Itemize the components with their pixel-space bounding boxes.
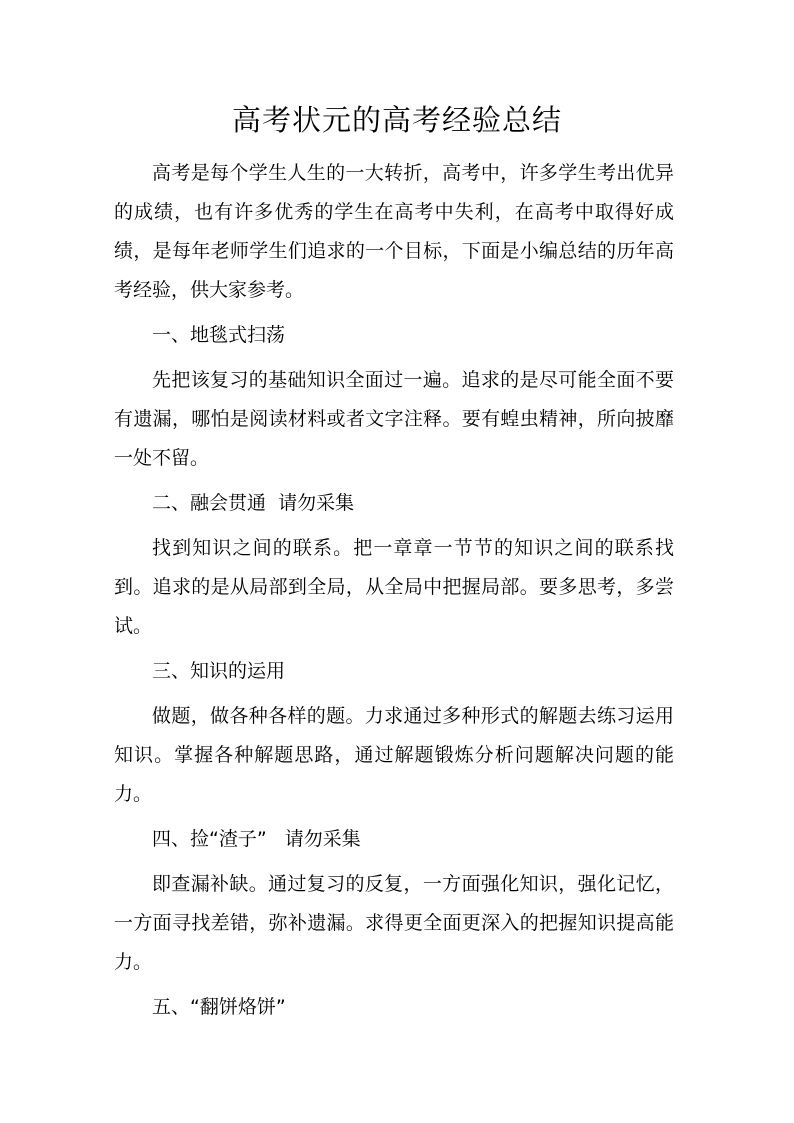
section-body-2: 找到知识之间的联系。把一章章一节节的知识之间的联系找到。追求的是从局部到全局，从全局中把握局部。要多思考，多尝试。 bbox=[114, 537, 674, 637]
section-heading-2: 二、融会贯通 请勿采集 bbox=[152, 492, 355, 514]
intro-paragraph: 高考是每个学生人生的一大转折，高考中，许多学生考出优异的成绩，也有许多优秀的学生在高考中失利，在高考中取得好成绩，是每年老师学生们追求的一个目标，下面是小编总结的历年高考经验，供大家参考。 bbox=[114, 162, 674, 301]
section-body-1: 先把该复习的基础知识全面过一遍。追求的是尽可能全面不要有遗漏，哪怕是阅读材料或者文字注释。要有蝗虫精神，所向披靡一处不留。 bbox=[114, 369, 674, 469]
document-title: 高考状元的高考经验总结 bbox=[231, 103, 562, 137]
document-body bbox=[114, 154, 674, 1027]
section-body-4: 即查漏补缺。通过复习的反复，一方面强化知识，强化记忆，一方面寻找差错，弥补遗漏。求得更全面更深入的把握知识提高能力。 bbox=[114, 873, 674, 973]
section-heading-1: 一、地毯式扫荡 bbox=[152, 324, 286, 346]
section-body-3: 做题，做各种各样的题。力求通过多种形式的解题去练习运用知识。掌握各种解题思路，通过解题锻炼分析问题解决问题的能力。 bbox=[114, 705, 674, 805]
section-heading-5: 五、“翻饼烙饼” bbox=[152, 996, 286, 1018]
section-heading-3: 三、知识的运用 bbox=[152, 660, 286, 682]
section-heading-4: 四、捡“渣子” 请勿采集 bbox=[152, 828, 361, 850]
